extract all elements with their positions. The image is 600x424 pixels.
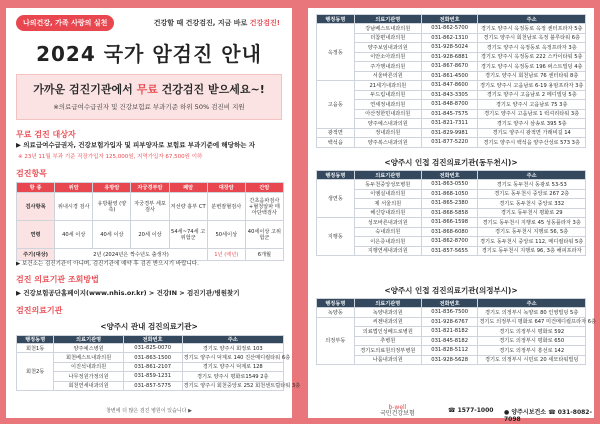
items-heading: 검진항목 (16, 169, 47, 178)
cell-phone: 031-928-5628 (421, 355, 477, 365)
cell-address: 경기도 양주시 회정로 103 (182, 344, 283, 353)
cell-phone: 031-848-8700 (421, 100, 477, 110)
tagline: 건강할 때 건강검진, 지금 바로 건강검진! (153, 19, 280, 27)
table-row (317, 199, 586, 209)
cell-clinic: 녹양내과의원 (354, 308, 421, 318)
cell-clinic: 제 서울의원 (354, 199, 421, 209)
cell-address: 경기도 의정부시 녹양로 80 인영빌딩 5층 (478, 308, 586, 318)
cell-phone: 031-862-8700 (421, 237, 477, 247)
page-title: 2024 국가 암검진 안내 (36, 42, 262, 66)
search-method-link[interactable]: ▶ 건강보험공단홈페이지(www.nhis.or.kr) > 건강IN > 검진기관/병원찾기 (16, 289, 240, 297)
table-row (317, 128, 586, 138)
table-row (17, 372, 284, 381)
cell-phone: 031-867-8670 (421, 62, 477, 72)
cell-district: 생연동 (317, 180, 355, 218)
grid-header: 위암 (55, 183, 93, 193)
cell-phone: 031-828-5112 (421, 346, 477, 356)
cell-address: 경기도 동두천시 중앙로 112, 메디컬타워 5층 (478, 237, 586, 247)
cell-district: 의정부동 (317, 317, 355, 365)
grid-cell: 유방촬영 (양측) (93, 193, 131, 221)
grid-row-label: 연령 (17, 221, 55, 249)
cell-clinic: 아산정한민내과의원 (354, 109, 421, 119)
cell-clinic: 양주예스내과의원 (354, 119, 421, 129)
cell-phone: 031-861-2107 (123, 362, 182, 371)
checkup-items-table (16, 182, 284, 261)
cell-clinic: 동두천중앙성모병원 (354, 180, 421, 190)
grid-cell: 54세~74세 고위험군 (169, 221, 207, 249)
cell-clinic: 숙내과의원 (354, 227, 421, 237)
dongducheon-heading: <양주시 인접 검진의료기관(동두천시)> (384, 158, 518, 167)
cell-address: 경기도 양주시 삼송로 395 5층 (478, 119, 586, 129)
cell-phone: 031-862-1310 (421, 33, 477, 43)
col-header: 주소 (182, 336, 283, 344)
table-row (317, 71, 586, 81)
tagline-row (6, 15, 292, 31)
grid-cell: 6개월 (245, 249, 283, 261)
cell-phone: 031-847-8600 (421, 81, 477, 91)
col-header: 전화번호 (421, 299, 477, 308)
cell-address: 경기도 양주시 옥정동로 222 스카이타워 5층 (478, 52, 586, 62)
grid-cell: 40세이상 고위험군 (245, 221, 283, 249)
cell-address: 경기도 양주시 광적면 가래비길 14 (478, 128, 586, 138)
leaflet-back (308, 8, 597, 423)
dongducheon-clinic-table (316, 170, 586, 256)
uijeongbu-heading: <양주시 인접 검진의료기관(의정부시)> (384, 286, 518, 295)
col-header: 전화번호 (421, 15, 477, 24)
col-header: 의료기관명 (54, 336, 123, 344)
col-header: 행정동명 (317, 15, 355, 24)
cell-clinic: 지행연세내과의원 (354, 246, 421, 256)
cell-phone: 031-857-5775 (123, 381, 182, 390)
col-header: 주소 (478, 171, 586, 180)
cell-address: 경기도 의정부시 흥선로 142 (478, 346, 586, 356)
table-row (317, 100, 586, 110)
clinic-subheading: <양주시 관내 검진의료기관> (100, 322, 198, 331)
cell-address: 경기도 양주시 옥정동로 옥정 센터프라자 5층 (478, 24, 586, 34)
cell-address: 경기도 양주시 회천남로 76 센터타워 8층 (478, 71, 586, 81)
cell-clinic: 이엠실내과의원 (354, 189, 421, 199)
cell-phone: 031-857-5655 (421, 246, 477, 256)
table-row (317, 189, 586, 199)
col-header: 행정동명 (317, 299, 355, 308)
cell-clinic: 이진석내과의원 (54, 362, 123, 371)
col-header: 의료기관명 (354, 299, 421, 308)
grid-cell: 분변잠혈검사 (207, 193, 245, 221)
cell-address: 경기도 동두천시 중앙로 267 2층 (478, 189, 586, 199)
grid-cell: 자궁경부 세포검사 (131, 193, 169, 221)
grid-cell: 40세 이상 (55, 221, 93, 249)
cell-address: 경기도 동두천시 동광로 53-53 (478, 180, 586, 190)
clinic-heading: 검진의료기관 (16, 306, 63, 315)
cell-address: 경기도 동두천시 지행로 96, 3층 해피프라자 (478, 246, 586, 256)
cell-phone: 031-928-6767 (421, 317, 477, 327)
cell-phone: 031-928-6881 (421, 52, 477, 62)
target-heading: 무료 검진 대상자 (16, 130, 76, 139)
cell-clinic: 의료법인성베드로병원 (354, 327, 421, 337)
table-row (317, 355, 586, 365)
grid-cell: 2년 (2024년은 짝수년도 출생자) (55, 249, 208, 261)
cell-clinic: 두드림내과의원 (354, 90, 421, 100)
table-row (317, 327, 586, 337)
cell-phone: 031-863-1500 (123, 353, 182, 362)
cell-phone: 031-868-6080 (421, 227, 477, 237)
slogan-badge: 나의건강, 가족 사랑의 실천 (16, 15, 114, 31)
cell-phone: 031-821-7311 (421, 119, 477, 129)
table-row (317, 33, 586, 43)
nhis-phone: ☎ 1577-1000 (448, 407, 494, 414)
cell-phone: 031-877-5220 (421, 138, 477, 148)
table-row (317, 109, 586, 119)
grid-header: 간암 (245, 183, 283, 193)
table-row (17, 353, 284, 362)
table-row (317, 227, 586, 237)
table-row (317, 237, 586, 247)
nhis-logo: b-well 국민건강보험 (380, 404, 415, 417)
cell-clinic: 이은증내과의원 (354, 237, 421, 247)
table-row (317, 90, 586, 100)
cell-clinic: 성모바른내과의원 (354, 218, 421, 228)
cell-district: 백석읍 (317, 138, 355, 148)
cell-clinic: 양주보임내과의원 (354, 43, 421, 53)
footer (308, 403, 594, 423)
cell-phone: 031-845-7575 (421, 109, 477, 119)
cell-address: 경기도 의정부시 평화로 647 미건메디컬프라자 6층 (478, 317, 586, 327)
cell-clinic: 씨젠내과의원 (354, 317, 421, 327)
col-header: 의료기관명 (354, 171, 421, 180)
table-row (317, 119, 586, 129)
banner-heading: 가까운 검진기관에서 무료 건강검진 받으세요~! (33, 83, 265, 96)
grid-cell: 저선량 흉부 CT (169, 193, 207, 221)
col-header: 주소 (478, 15, 586, 24)
cell-address: 경기도 양주시 백석읍 양주산성로 573 3층 (478, 138, 586, 148)
leaflet-front (6, 8, 301, 418)
table-row (317, 218, 586, 228)
col-header: 행정동명 (17, 336, 54, 344)
cell-clinic: 회천베스트내과의원 (54, 353, 123, 362)
cell-clinic: 이안소아과의원 (354, 52, 421, 62)
cell-phone: 031-861-4500 (421, 71, 477, 81)
cell-address: 경기도 의정부시 평화로 650 (478, 336, 586, 346)
table-row (317, 81, 586, 91)
health-center-phone: ● 양주시보건소 ☎ 031-8082-7098 (504, 409, 592, 423)
uijeongbu-clinic-table (316, 298, 597, 365)
cell-phone: 031-866-1598 (421, 218, 477, 228)
cell-address: 경기도 양주시 고읍남로 1 럭셔리타워 3층 (478, 109, 586, 119)
col-header: 전화번호 (123, 336, 182, 344)
cell-address: 경기도 양주시 덕계로 140 진산메디컬타워 6층 (182, 353, 283, 362)
cell-clinic: 21세기내과의원 (354, 81, 421, 91)
table-row (317, 138, 586, 148)
cell-clinic: 나룸내과의원 (354, 355, 421, 365)
grid-cell: 40세 이상 (93, 221, 131, 249)
cell-district: 광적면 (317, 128, 355, 138)
cell-address: 경기도 동두천시 지행로 45 성동플라자 3층 (478, 218, 586, 228)
cell-phone: 031-845-8182 (421, 336, 477, 346)
table-row (317, 336, 586, 346)
cell-clinic: 추병원 (354, 336, 421, 346)
cell-phone: 031-829-9981 (421, 128, 477, 138)
table-row (317, 317, 586, 327)
cell-address: 경기도 양주시 평화로1549 2층 (182, 372, 283, 381)
cell-phone: 031-868-1050 (421, 189, 477, 199)
cell-phone: 031-825-0070 (123, 344, 182, 353)
cell-address: 경기도 의정부시 평화로 592 (478, 327, 586, 337)
table-row (317, 346, 586, 356)
cell-phone: 031-843-3305 (421, 90, 477, 100)
table-row (317, 246, 586, 256)
cell-address: 경기도 동두천시 지행로 56, 5층 (478, 227, 586, 237)
local-clinic-table (16, 335, 301, 391)
grid-row-label: 검사항목 (17, 193, 55, 221)
grid-cell: 20세 이상 (131, 221, 169, 249)
cell-clinic: 양주예스병원 (54, 344, 123, 353)
cell-clinic: 강남베스트내과의원 (354, 24, 421, 34)
cell-address: 경기도 양주시 고읍남로 6-19 용암프라자 3층 (478, 81, 586, 91)
grid-cell: 1년 (매년) (207, 249, 245, 261)
cell-phone: 031-863-0550 (421, 180, 477, 190)
cell-phone: 031-821-8182 (421, 327, 477, 337)
table-row (317, 24, 586, 34)
target-note: ※ 23년 11월 부과 기준 직장가입자 125,000원, 지역가입자 67,500원 이하 (18, 154, 203, 160)
banner-subtext: ※의료급여수급권자 및 건강보험료 부과기준 하위 50% 검진비 지원 (53, 103, 245, 111)
table-row (317, 208, 586, 218)
cell-address: 경기도 양주시 고읍남로 2 메디빌딩 5층 (478, 90, 586, 100)
cell-district: 지행동 (317, 218, 355, 256)
cell-phone: 031-836-7500 (421, 308, 477, 318)
cell-clinic: 더참편내과의원 (354, 33, 421, 43)
table-row (317, 180, 586, 190)
table-row (17, 344, 284, 353)
cell-clinic: 정내과의원 (354, 128, 421, 138)
grid-cell: 50세이상 (207, 221, 245, 249)
grid-header: 대장암 (207, 183, 245, 193)
cell-district: 고읍동 (317, 81, 355, 129)
cell-phone: 031-928-5024 (421, 43, 477, 53)
cell-address: 경기도 양주시 회천중앙로 252 회천센트럴타워 3층 (182, 381, 283, 390)
cell-address: 경기도 동두천시 평화로 29 (478, 208, 586, 218)
cell-district: 녹양동 (317, 308, 355, 318)
cell-address: 경기도 의정부시 시민로 20 세모타워빌딩 (478, 355, 586, 365)
cell-phone: 031-862-5700 (421, 24, 477, 34)
cell-clinic: 해신당내과의원 (354, 208, 421, 218)
grid-cell: 간초음파검사 +혈청알파 태아단백검사 (245, 193, 283, 221)
cell-address: 경기도 양주시 덕계로 128 (182, 362, 283, 371)
grid-header: 유방암 (93, 183, 131, 193)
cell-address: 경기도 양주시 회천남로 옥정 블루타워 6층 (478, 33, 586, 43)
free-checkup-banner (16, 74, 282, 120)
table-row (317, 43, 586, 53)
target-text: ▶ 의료급여수급권자, 건강보험가입자 및 피부양자로 보험료 부과기준에 해당하는 자 (16, 141, 256, 149)
table-row (317, 308, 586, 318)
col-header: 행정동명 (317, 171, 355, 180)
cell-clinic: 나무정원가정의원 (54, 372, 123, 381)
cell-clinic: 주가행내과의원 (354, 62, 421, 72)
col-header: 의료기관명 (354, 15, 421, 24)
cell-phone: 031-868-5858 (421, 208, 477, 218)
cell-clinic: 서울바른의원 (354, 71, 421, 81)
cell-address: 경기도 양주시 고읍남로 75 3층 (478, 100, 586, 110)
cell-clinic: 경기도의료원의정부병원 (354, 346, 421, 356)
cell-clinic: 양주복스내과의원 (354, 138, 421, 148)
cell-clinic: 연세정내과의원 (354, 100, 421, 110)
table-row (317, 62, 586, 72)
grid-row-label: 주기(대상) (17, 249, 55, 261)
grid-header: 자궁경부암 (131, 183, 169, 193)
cell-address: 경기도 양주시 옥정동로 196 퍼스트빌딩 4층 (478, 62, 586, 72)
next-page-hint: 창변에 더 많은 검진 병원이 있습니다 ▶ (106, 408, 192, 414)
col-header: 주소 (478, 299, 586, 308)
cell-address: 경기도 동두천시 중앙로 332 (478, 199, 586, 209)
cell-district: 옥정동 (317, 24, 355, 81)
table-row (17, 362, 284, 371)
table-row (317, 52, 586, 62)
table-row (17, 381, 284, 390)
grid-note: ▶ 보건소는 검진기관이 아니며, 검진기관에 예약 후 검진 받으시기 바랍니다. (16, 261, 199, 267)
yangju-clinic-table-continued (316, 14, 586, 148)
cell-phone: 031-859-1231 (123, 372, 182, 381)
col-header: 전화번호 (421, 171, 477, 180)
cell-district: 회천1동 (17, 344, 54, 353)
grid-header: 폐암 (169, 183, 207, 193)
grid-cell: 위내시경 검사 (55, 193, 93, 221)
cell-address: 경기도 양주시 옥정동로 옥정프라자 3층 (478, 43, 586, 53)
cell-phone: 031-865-2380 (421, 199, 477, 209)
grid-header: 항 종 (17, 183, 55, 193)
search-heading: 검진 의료기관 조회방법 (16, 275, 99, 284)
cell-district: 회천2동 (17, 353, 54, 391)
cell-clinic: 회천연세내과의원 (54, 381, 123, 390)
